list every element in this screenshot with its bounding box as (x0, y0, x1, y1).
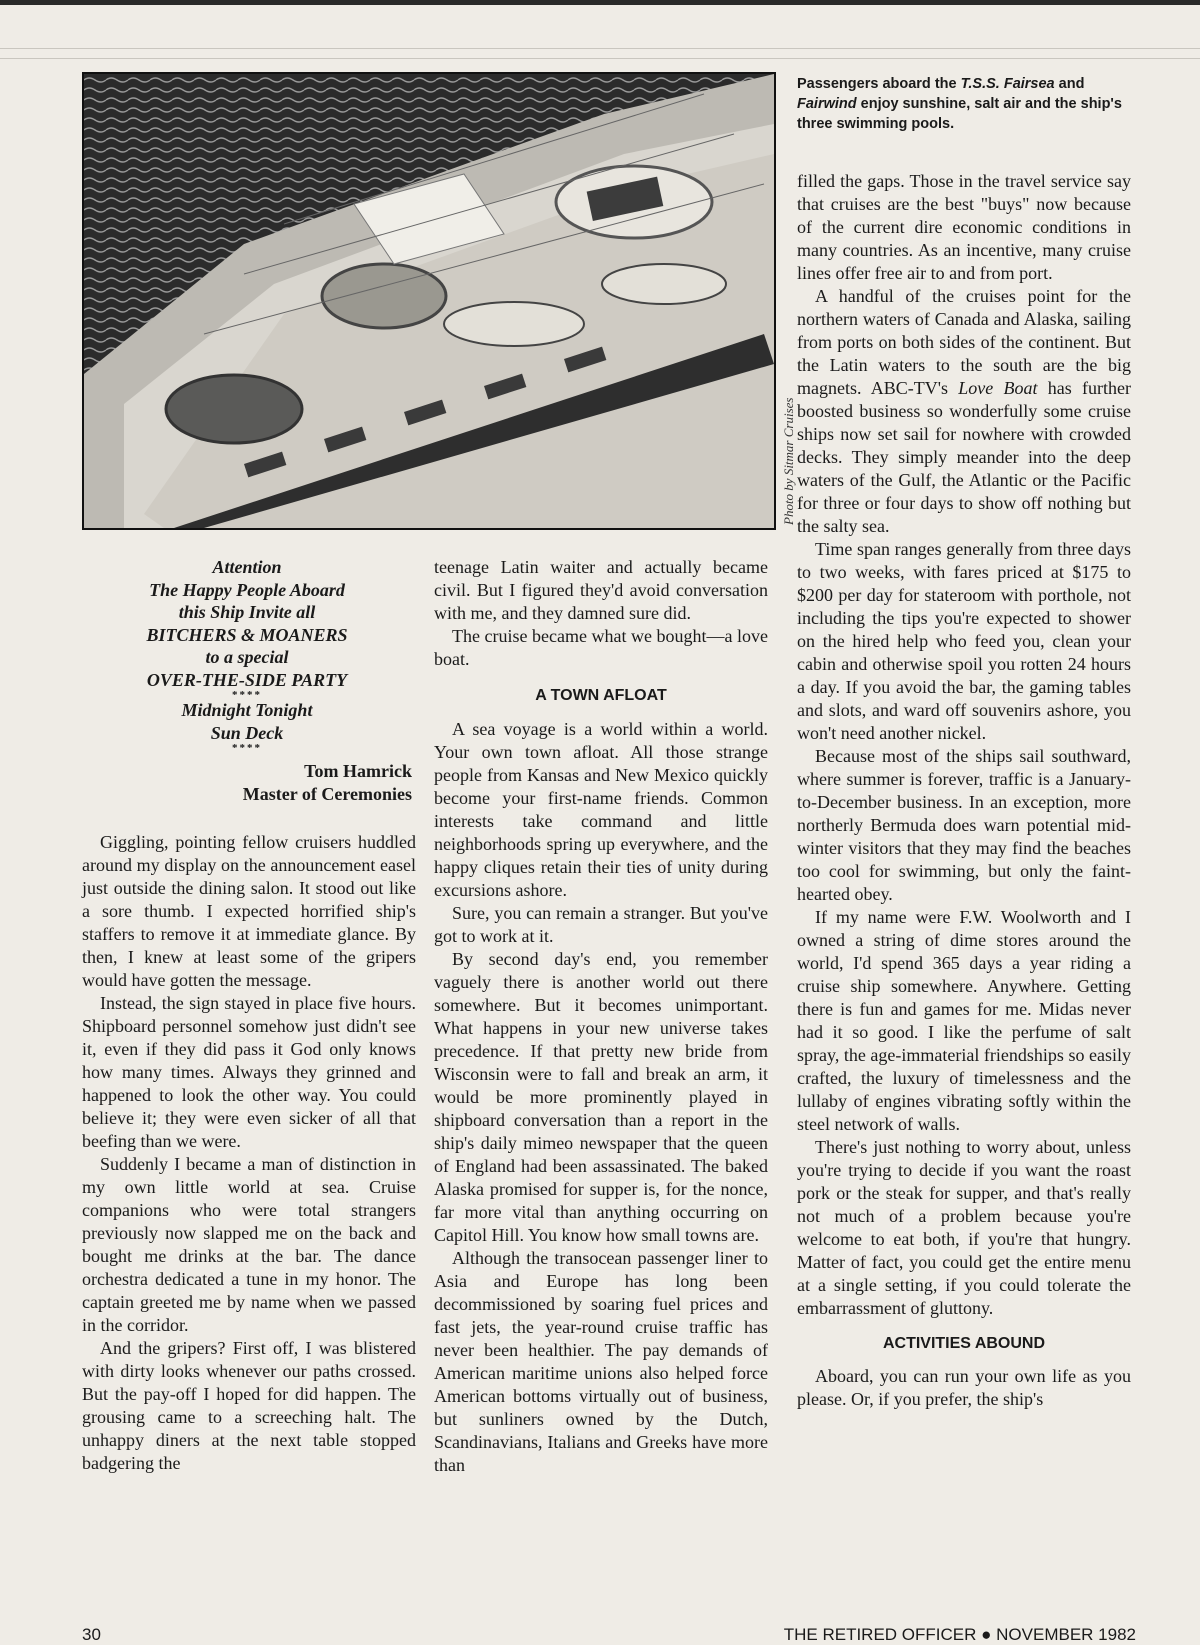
paragraph: Although the transocean passenger liner to Asia and Europe has long been decommissioned by soaring fuel prices and fast jets, the year-round cruise traffic has never been healthier. The pay demands of American maritime unions also helped force American bottoms virtually out of business, but sunliners owned by the Dutch, Scandinavians, Italians and Greeks have more than (434, 1248, 768, 1475)
stars-divider: **** (232, 742, 262, 754)
ship-illustration (84, 74, 774, 528)
paragraph: A sea voyage is a world within a world. Your own town afloat. All those strange people from Kansas and New Mexico quickly become your first-name friends. Common interests take command and little neighborhoods spring up everywhere, and the happy cliques retain their ties of unity during excursions ashore. (434, 719, 768, 900)
column-left (82, 831, 416, 1475)
notice-line: Midnight Tonight (181, 700, 313, 720)
party-notice (82, 556, 412, 752)
cruise-ship-photo (82, 72, 776, 530)
notice-line: BITCHERS & MOANERS (146, 624, 348, 645)
paragraph: And the gripers? First off, I was blistered with dirty looks whenever our paths crossed. But the pay-off I hoped for did happen. The grousing came to a screeching halt. The unhappy diners at the next table stopped badgering the (82, 1338, 416, 1473)
notice-line: to a special (205, 647, 289, 667)
issue-date: NOVEMBER 1982 (996, 1625, 1136, 1644)
paragraph: Time span ranges generally from three days to two weeks, with fares priced at $175 to $200 per day for stateroom with porthole, not including the tips you're expected to shower on the hired help who feed you, clean your cabin and otherwise spoil you rotten 24 hours a day. If you avoid the bar, the gaming tables and slots, and ward off souvenirs ashore, you won't need another nickel. (797, 539, 1131, 743)
stars-divider: **** (232, 689, 262, 701)
paragraph: The cruise became what we bought—a love boat. (434, 626, 768, 669)
paragraph: Instead, the sign stayed in place five hours. Shipboard personnel somehow just didn't see it, even if they did pass it God only knows how many times. Always they grinned and happened to look the other way. You could believe it; they were even sicker of all that beefing than we were. (82, 993, 416, 1151)
signature-name: Tom Hamrick (304, 761, 412, 781)
paragraph: Giggling, pointing fellow cruisers huddled around my display on the announcement easel just outside the dining salon. It stood out like a sore thumb. I expected horrified ship's staffers to remove it at immediate glance. By then, I knew at least some of the gripers would have gotten the message. (82, 832, 416, 990)
section-heading: ACTIVITIES ABOUND (882, 1335, 1046, 1352)
page-top-border (0, 0, 1200, 5)
column-right (797, 170, 1131, 1411)
paragraph: By second day's end, you remember vaguely there is another world out there somewhere. But it becomes unimportant. What happens in your new universe takes precedence. If that pretty new bride from Wisconsin were to fall and break an arm, it would be more prominently played in shipboard conversation than a report in the ship's daily mimeo newspaper that the queen of England had been assassinated. The baked Alaska promised for supper is, for the nonce, far more vital than anything occurring on Capitol Hill. You know how small towns are. (434, 949, 768, 1245)
paragraph: Aboard, you can run your own life as you please. Or, if you prefer, the ship's (797, 1366, 1131, 1409)
signature-title: Master of Ceremonies (242, 784, 412, 804)
paragraph: Because most of the ships sail southward, where summer is forever, traffic is a January-to-December business. In an exception, more northerly Bermuda does warn potential mid-winter visitors that they may find the beaches too cool for swimming, but only the faint-hearted obey. (797, 746, 1131, 904)
paragraph: teenage Latin waiter and actually became civil. But I figured they'd avoid conversation with me, and they damned sure did. (434, 557, 768, 623)
notice-signature (82, 760, 412, 806)
publication-name: THE RETIRED OFFICER (783, 1625, 977, 1644)
paragraph: Suddenly I became a man of distinction in my own little world at sea. Cruise companions who were total strangers previously now slapped me on the back and bought me drinks at the bar. The dance orchestra dedicated a tune in my honor. The captain greeted me by name when we passed in the corridor. (82, 1154, 416, 1335)
notice-line: Sun Deck (210, 722, 284, 743)
paragraph: If my name were F.W. Woolworth and I owned a string of dime stores around the world, I'd spend 365 days a year riding a cruise ship somewhere. Anywhere. Getting there is fun and games for me. Midas never had it so good. I like the perfume of salt spray, the age-immaterial friendships so easily crafted, the luxury of timelessness and the lullaby of engines vibrating softly within the steel network of walls. (797, 907, 1131, 1134)
paragraph: Sure, you can remain a stranger. But you've got to work at it. (434, 903, 768, 946)
notice-line: The Happy People Aboard (149, 579, 345, 600)
publication-footer (784, 1625, 1136, 1645)
top-rule-2 (0, 58, 1200, 59)
notice-line: Attention (212, 557, 282, 577)
paragraph: A handful of the cruises point for the northern waters of Canada and Alaska, sailing from ports on both sides of the continent. But the Latin waters to the south are the big magnets. ABC-TV's Love Boat has further boosted business so wonderfully some cruise ships now set sail for nowhere with crowded decks. They simply meander into the deep waters of the Gulf, the Atlantic or the Pacific for three or four days to show off nothing but the salty sea. (797, 286, 1131, 536)
column-middle (434, 556, 768, 1477)
photo-caption: Passengers aboard the T.S.S. Fairsea and Fairwind enjoy sunshine, salt air and the ship's three swimming pools. (797, 76, 1122, 132)
notice-line: OVER-THE-SIDE PARTY (146, 669, 348, 690)
top-rule (0, 48, 1200, 49)
paragraph: There's just nothing to worry about, unless you're trying to decide if you want the roast pork or the steak for supper, and that's really not much of a problem because you're welcome to eat both, if you're that hungry. Matter of fact, you could get the entire menu at a single setting, if you could tolerate the embarrassment of gluttony. (797, 1137, 1131, 1318)
paragraph: filled the gaps. Those in the travel service say that cruises are the best "buys" now because of the current dire economic conditions in many countries. As an incentive, many cruise lines offer free air to and from port. (797, 171, 1131, 283)
notice-line: this Ship Invite all (178, 602, 316, 622)
page-number: 30 (82, 1625, 101, 1644)
section-heading: A TOWN AFLOAT (535, 687, 667, 704)
bullet-separator: ● (981, 1625, 992, 1644)
show-title: Love Boat (958, 378, 1038, 398)
